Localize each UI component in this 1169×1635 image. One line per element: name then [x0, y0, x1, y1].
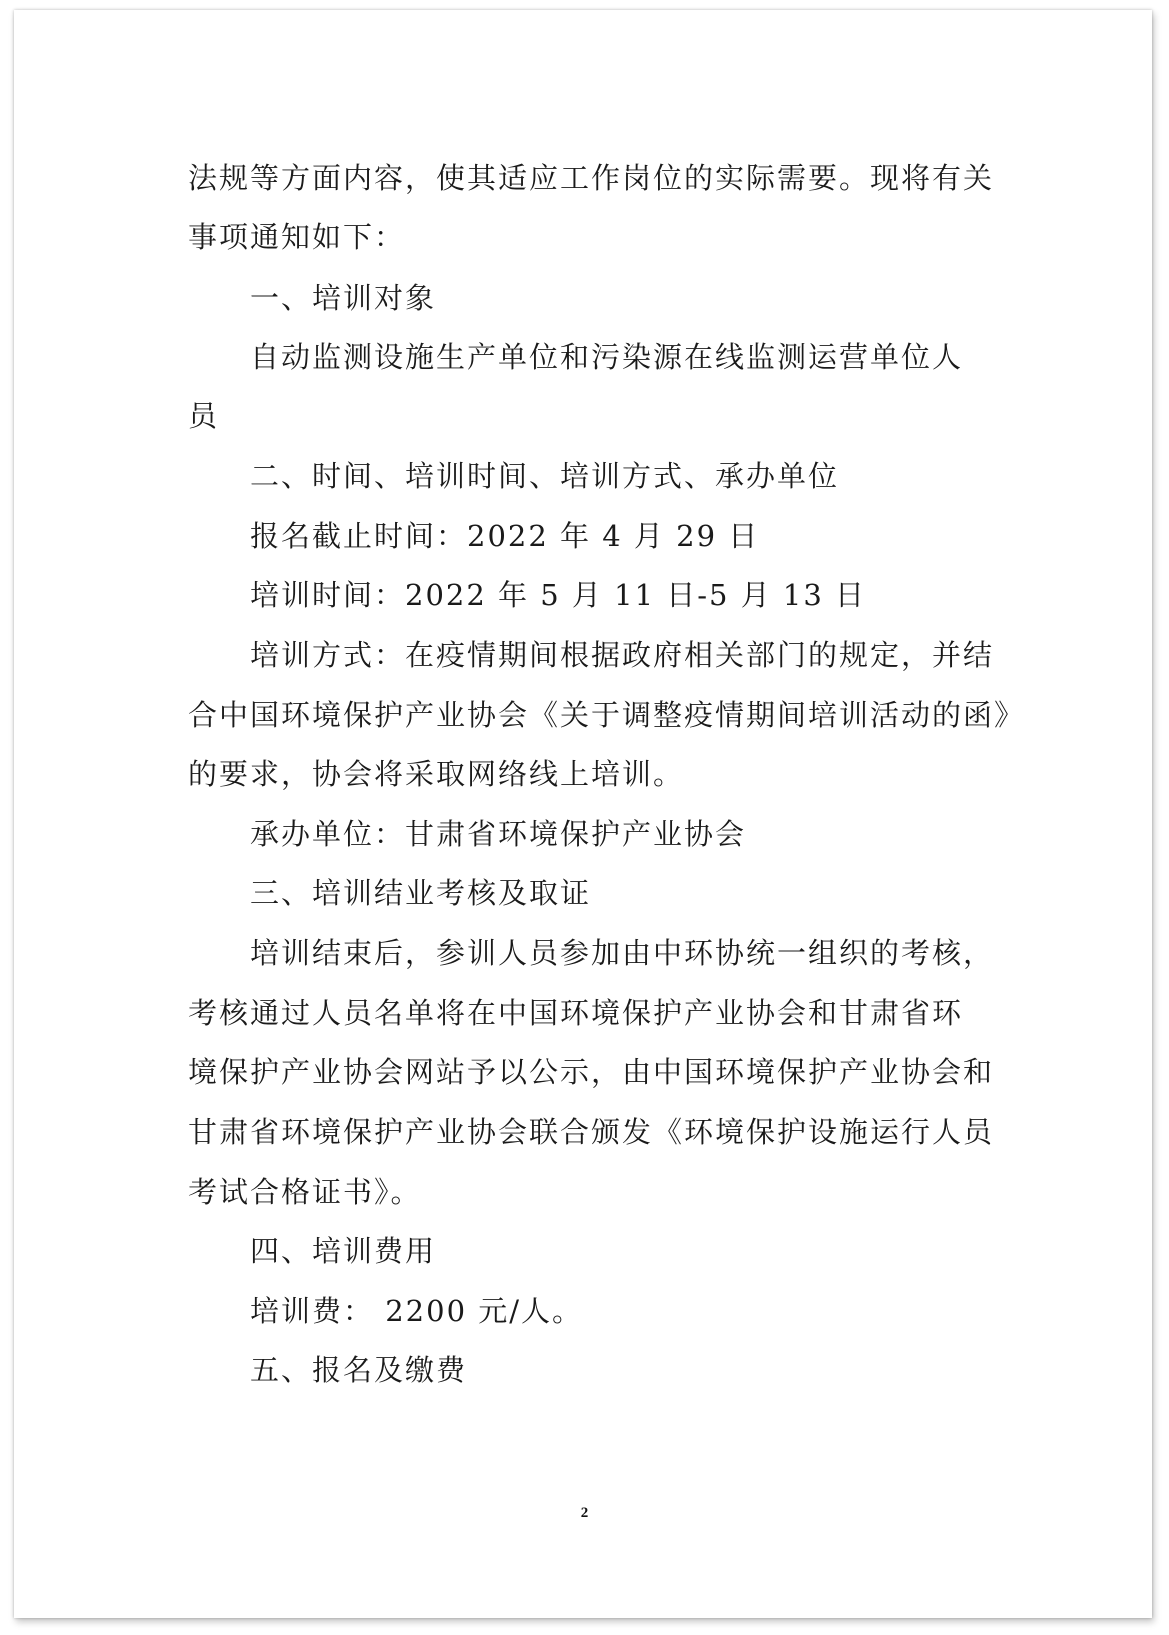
paragraph-line: 考核通过人员名单将在中国环境保护产业协会和甘肃省环 — [188, 996, 964, 1030]
section-heading: 一、培训对象 — [250, 281, 437, 315]
section-heading: 四、培训费用 — [250, 1234, 437, 1268]
paragraph-line: 承办单位：甘肃省环境保护产业协会 — [250, 817, 747, 851]
section-heading: 五、报名及缴费 — [250, 1353, 468, 1387]
paragraph-line: 报名截止时间：2022 年 4 月 29 日 — [250, 519, 760, 553]
paragraph-line: 培训方式：在疫情期间根据政府相关部门的规定，并结 — [250, 638, 995, 672]
section-heading: 三、培训结业考核及取证 — [250, 876, 592, 910]
paragraph-line: 法规等方面内容，使其适应工作岗位的实际需要。现将有关 — [188, 161, 995, 195]
paragraph-line: 甘肃省环境保护产业协会联合颁发《环境保护设施运行人员 — [188, 1115, 995, 1149]
paragraph-line: 员 — [188, 399, 220, 433]
paragraph-line: 自动监测设施生产单位和污染源在线监测运营单位人 — [250, 340, 964, 374]
section-heading: 二、时间、培训时间、培训方式、承办单位 — [250, 459, 840, 493]
paragraph-line: 考试合格证书》。 — [188, 1175, 422, 1209]
paragraph-line: 培训时间：2022 年 5 月 11 日-5 月 13 日 — [250, 578, 867, 612]
paragraph-line: 培训费： 2200 元/人。 — [250, 1294, 584, 1328]
paragraph-line: 事项通知如下： — [188, 220, 406, 254]
page-number: 2 — [580, 1505, 589, 1521]
paragraph-line: 的要求，协会将采取网络线上培训。 — [188, 757, 685, 791]
paragraph-line: 合中国环境保护产业协会《关于调整疫情期间培训活动的函》 — [188, 698, 1026, 732]
paragraph-line: 培训结束后，参训人员参加由中环协统一组织的考核， — [250, 936, 995, 970]
paragraph-line: 境保护产业协会网站予以公示，由中国环境保护产业协会和 — [188, 1055, 995, 1089]
